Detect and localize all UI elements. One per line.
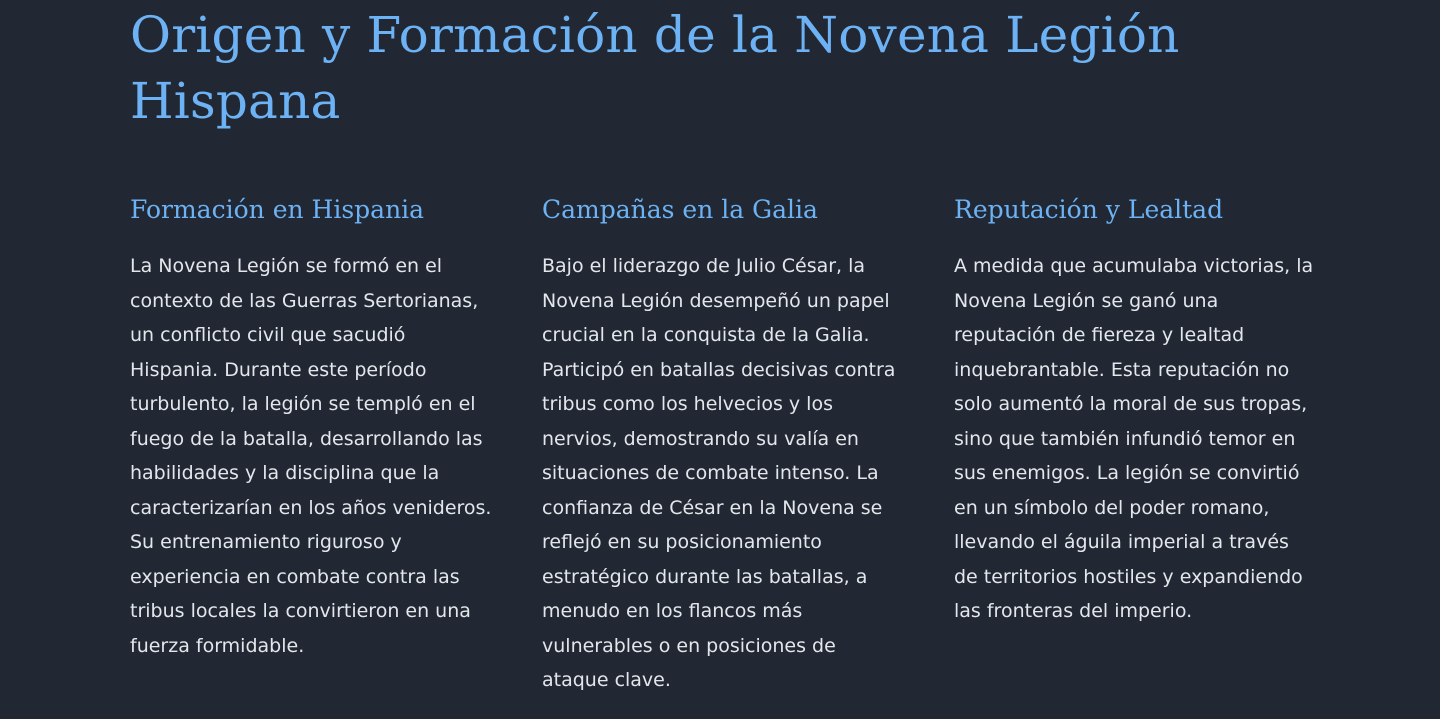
section-reputacion	[954, 190, 1316, 629]
section-heading: Reputación y Lealtad	[954, 195, 1224, 224]
section-formacion	[130, 190, 492, 663]
section-campanas	[542, 190, 904, 698]
section-text: La Novena Legión se formó en el contexto de las Guerras Sertorianas, un conflicto civil que sacudió Hispania. Durante este período turbulento, la legión se templó en el fuego de la batalla, desarrollando las habilidades y la disciplina que la caracterizarían en los años venideros. Su entrenamiento riguroso y experiencia en combate contra las tribus locales la convirtieron en una fuerza formidable.	[130, 255, 492, 657]
section-heading: Formación en Hispania	[130, 195, 425, 224]
section-text: A medida que acumulaba victorias, la Novena Legión se ganó una reputación de fiereza y lealtad inquebrantable. Esta reputación no solo aumentó la moral de sus tropas, sino que también infundió temor en sus enemigos. La legión se convirtió en un símbolo del poder romano, llevando el águila imperial a través de territorios hostiles y expandiendo las fronteras del imperio.	[954, 255, 1314, 622]
sections-grid	[130, 190, 1330, 710]
section-heading: Campañas en la Galia	[542, 195, 818, 224]
section-text: Bajo el liderazgo de Julio César, la Novena Legión desempeñó un papel crucial en la conquista de la Galia. Participó en batallas decisivas contra tribus como los helvecios y los nervios, demostrando su valía en situaciones de combate intenso. La confianza de César en la Novena se reflejó en su posicionamiento estratégico durante las batallas, a menudo en los flancos más vulnerables o en posiciones de ataque clave.	[542, 255, 896, 691]
page-title: Origen y Formación de la Novena Legión Hispana	[130, 6, 1180, 130]
